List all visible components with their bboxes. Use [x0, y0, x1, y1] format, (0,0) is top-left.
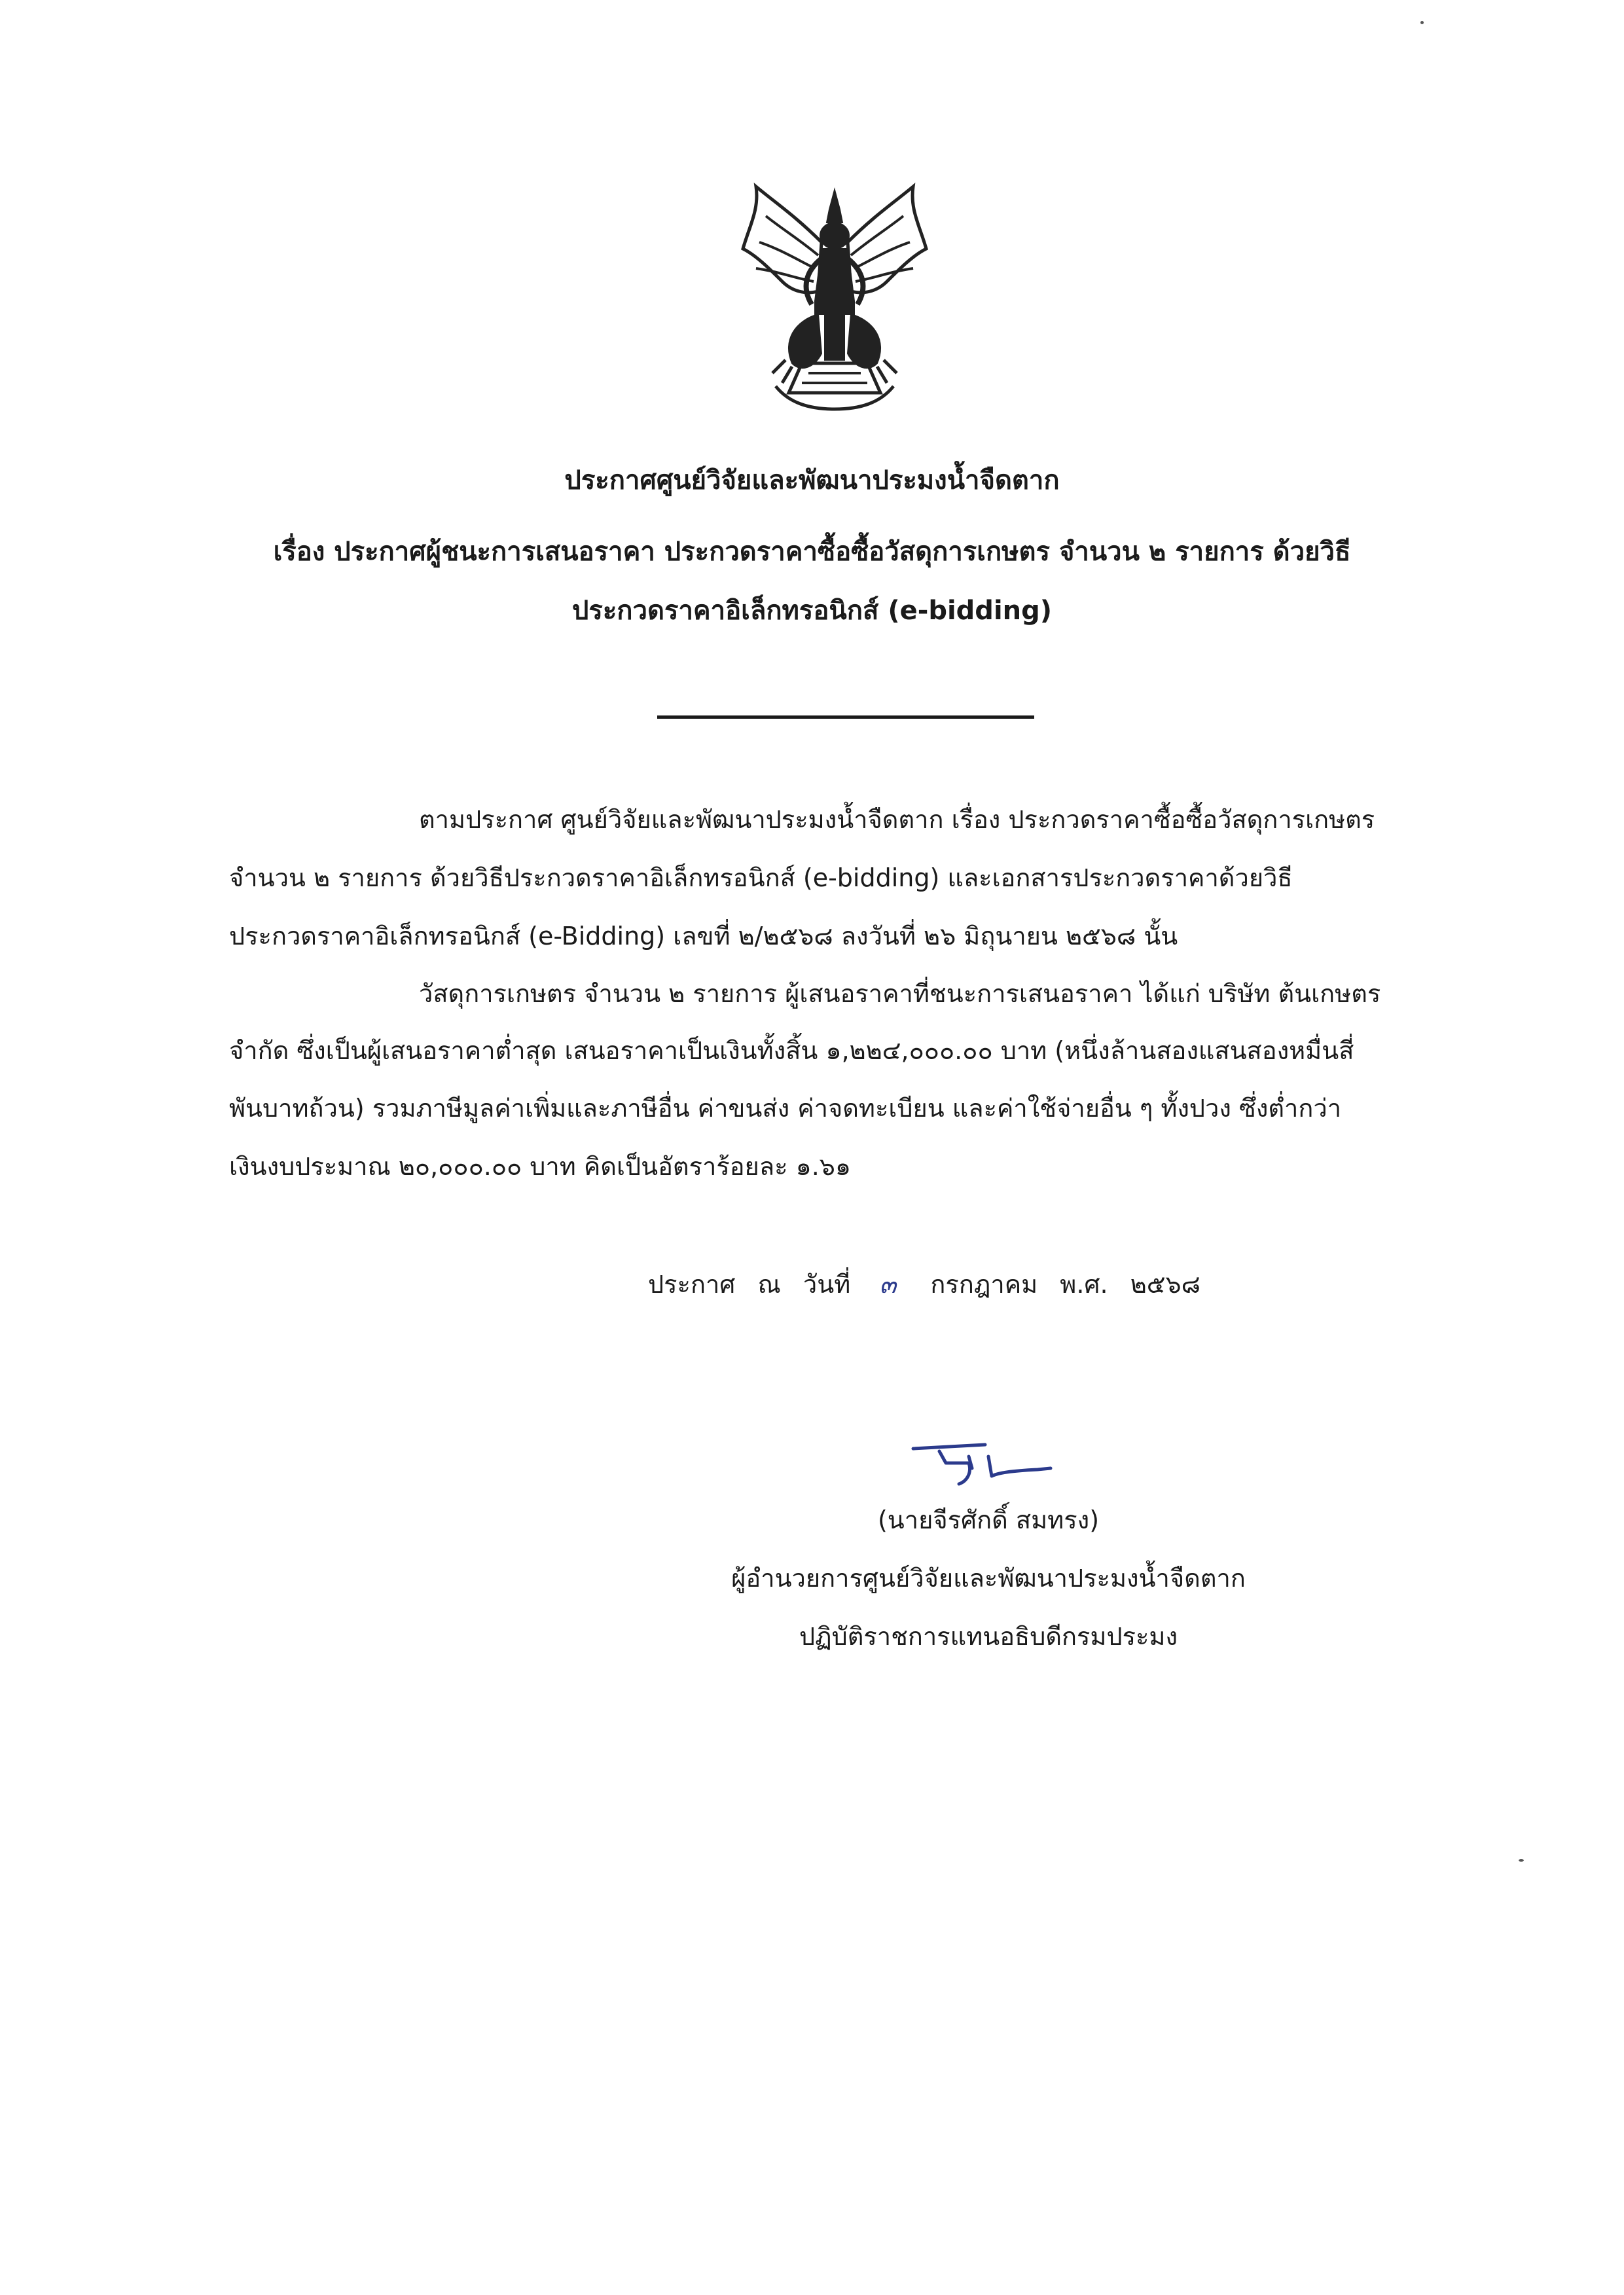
signature-mark: [907, 1437, 1057, 1489]
date-era: พ.ศ.: [1060, 1270, 1108, 1299]
date-day-label: วันที่: [803, 1270, 851, 1299]
garuda-emblem-icon: [730, 177, 939, 416]
paragraph2-line2: จำกัด ซึ่งเป็นผู้เสนอราคาต่ำสุด เสนอราคาเป็นเงินทั้งสิ้น ๑,๒๒๔,๐๐๐.๐๐ บาท (หนึ่งล้านสองแสนสองหมื่นสี่: [229, 1036, 1354, 1065]
paragraph1-line1: ตามประกาศ ศูนย์วิจัยและพัฒนาประมงน้ำจืดตาก เรื่อง ประกวดราคาซื้อซื้อวัสดุการเกษตร: [419, 805, 1375, 834]
scan-speck: [1420, 21, 1424, 24]
paragraph1-line2: จำนวน ๒ รายการ ด้วยวิธีประกวดราคาอิเล็กทรอนิกส์ (e-bidding) และเอกสารประกวดราคาด้วยวิธี: [229, 863, 1293, 892]
announcement-date: [648, 1267, 1200, 1301]
scan-speck: [1519, 1859, 1524, 1862]
subject-heading: เรื่อง ประกาศผู้ชนะการเสนอราคา ประกวดราคาซื้อซื้อวัสดุการเกษตร จำนวน ๒ รายการ ด้วยวิธี: [273, 537, 1351, 567]
signatory-acting-for: ปฏิบัติราชการแทนอธิบดีกรมประมง: [799, 1622, 1178, 1651]
date-day-handwritten: ๓: [879, 1270, 897, 1299]
title-divider: [657, 715, 1034, 719]
agency-heading: ประกาศศูนย์วิจัยและพัฒนาประมงน้ำจืดตาก: [564, 465, 1060, 496]
date-year: ๒๕๖๘: [1130, 1270, 1200, 1299]
subject-heading-continued: ประกวดราคาอิเล็กทรอนิกส์ (e-bidding): [571, 596, 1053, 626]
date-at: ณ: [757, 1270, 781, 1299]
date-prefix: ประกาศ: [648, 1270, 736, 1299]
date-month: กรกฎาคม: [930, 1270, 1038, 1299]
paragraph2-line4: เงินงบประมาณ ๒๐,๐๐๐.๐๐ บาท คิดเป็นอัตราร้อยละ ๑.๖๑: [229, 1152, 852, 1181]
signatory-name: (นายจีรศักดิ์ สมทรง): [877, 1506, 1100, 1534]
paragraph2-line1: วัสดุการเกษตร จำนวน ๒ รายการ ผู้เสนอราคาที่ชนะการเสนอราคา ได้แก่ บริษัท ต้นเกษตร: [419, 979, 1381, 1008]
paragraph1-line3: ประกวดราคาอิเล็กทรอนิกส์ (e-Bidding) เลขที่ ๒/๒๕๖๘ ลงวันที่ ๒๖ มิถุนายน ๒๕๖๘ นั้น: [229, 922, 1178, 950]
signatory-position: ผู้อำนวยการศูนย์วิจัยและพัฒนาประมงน้ำจืดตาก: [731, 1564, 1246, 1593]
paragraph2-line3: พันบาทถ้วน) รวมภาษีมูลค่าเพิ่มและภาษีอื่น ค่าขนส่ง ค่าจดทะเบียน และค่าใช้จ่ายอื่น ๆ ทั้งปวง ซึ่งต่ำกว่า: [229, 1094, 1342, 1123]
